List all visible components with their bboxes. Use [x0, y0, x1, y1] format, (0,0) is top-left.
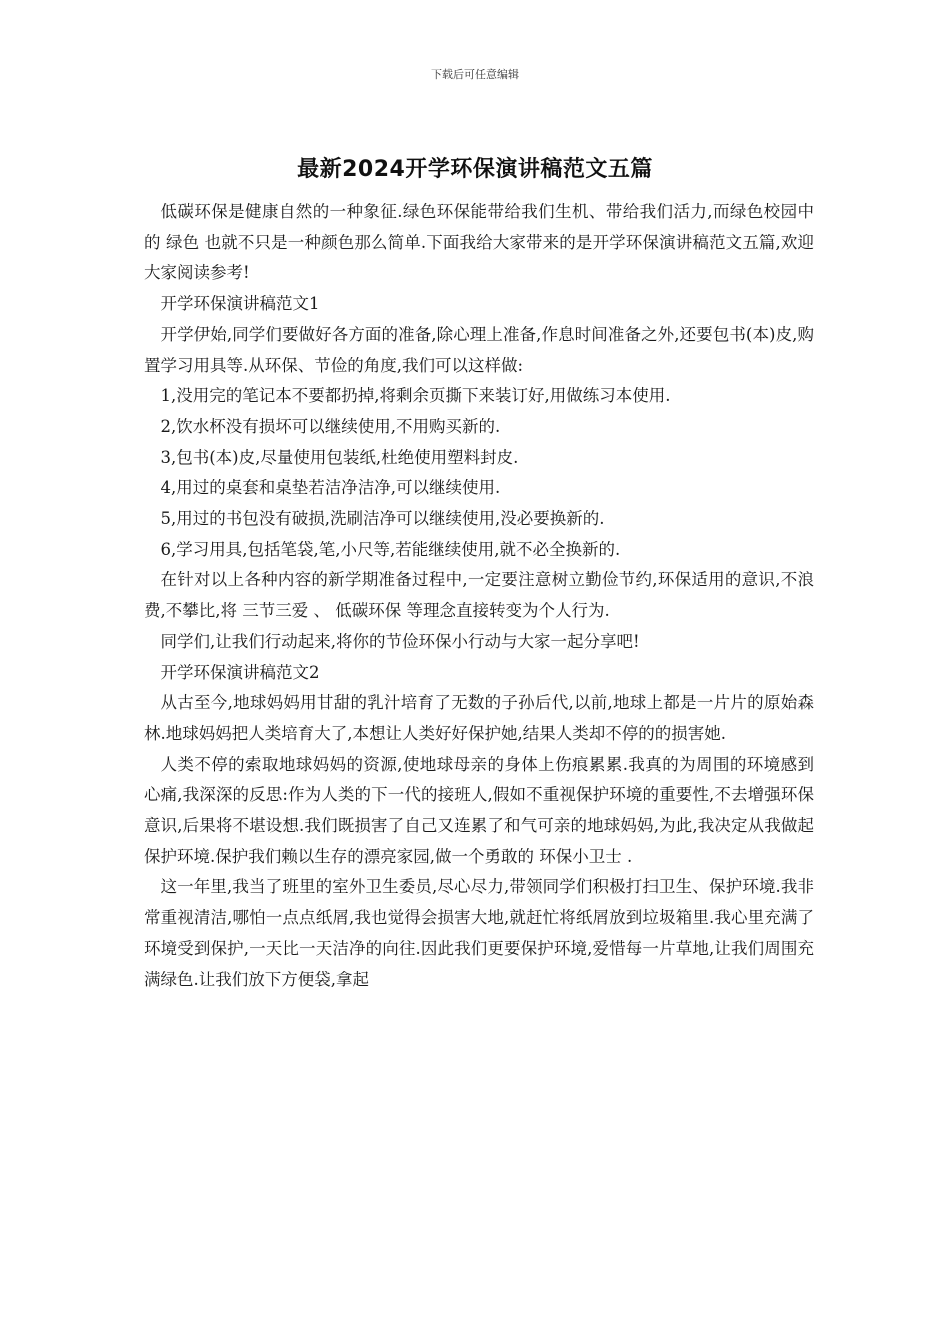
- list-item: 2,饮水杯没有损坏可以继续使用,不用购买新的.: [160, 416, 501, 436]
- intro-paragraph: 低碳环保是健康自然的一种象征.绿色环保能带给我们生机、带给我们活力,而绿色校园中的 绿色 也就不只是一种颜色那么简单.下面我给大家带来的是开学环保演讲稿范文五篇,欢迎大家阅读参考!: [144, 202, 814, 283]
- paragraph: 开学伊始,同学们要做好各方面的准备,除心理上准备,作息时间准备之外,还要包书(本)皮,购置学习用具等.从环保、节俭的角度,我们可以这样做:: [144, 324, 814, 375]
- document-title: 最新2024开学环保演讲稿范文五篇: [297, 157, 653, 182]
- paragraph: 从古至今,地球妈妈用甘甜的乳汁培育了无数的子孙后代,以前,地球上都是一片片的原始森林.地球妈妈把人类培育大了,本想让人类好好保护她,结果人类却不停的的损害她.: [144, 693, 814, 743]
- paragraph: 人类不停的索取地球妈妈的资源,使地球母亲的身体上伤痕累累.我真的为周围的环境感到心痛,我深深的反思:作为人类的下一代的接班人,假如不重视保护环境的重要性,不去增强环保意识,后果将不堪设想.我们既损害了自己又连累了和气可亲的地球妈妈,为此,我决定从我做起保护环境.保护我们赖以生存的漂亮家园,做一个勇敢的 环保小卫士 .: [144, 754, 814, 866]
- section-heading: 开学环保演讲稿范文2: [160, 662, 320, 682]
- list-item: 6,学习用具,包括笔袋,笔,小尺等,若能继续使用,就不必全换新的.: [160, 539, 621, 559]
- list-item: 4,用过的桌套和桌垫若洁净洁净,可以继续使用.: [160, 478, 501, 498]
- paragraph: 在针对以上各种内容的新学期准备过程中,一定要注意树立勤俭节约,环保适用的意识,不浪费,不攀比,将 三节三爱 、 低碳环保 等理念直接转变为个人行为.: [144, 570, 814, 621]
- list-item: 3,包书(本)皮,尽量使用包装纸,杜绝使用塑料封皮.: [160, 447, 519, 467]
- header-note: 下载后可任意编辑: [431, 68, 519, 81]
- list-item: 1,没用完的笔记本不要都扔掉,将剩余页撕下来装订好,用做练习本使用.: [160, 386, 671, 406]
- paragraph: 同学们,让我们行动起来,将你的节俭环保小行动与大家一起分享吧!: [160, 631, 640, 651]
- section-heading: 开学环保演讲稿范文1: [160, 294, 320, 314]
- list-item: 5,用过的书包没有破损,洗刷洁净可以继续使用,没必要换新的.: [160, 509, 605, 529]
- document-body: [144, 197, 814, 995]
- paragraph: 这一年里,我当了班里的室外卫生委员,尽心尽力,带领同学们积极打扫卫生、保护环境.我非常重视清洁,哪怕一点点纸屑,我也觉得会损害大地,就赶忙将纸屑放到垃圾箱里.我心里充满了环境受到保护,一天比一天洁净的向往.因此我们更要保护环境,爱惜每一片草地,让我们周围充满绿色.让我们放下方便袋,拿起: [144, 877, 814, 989]
